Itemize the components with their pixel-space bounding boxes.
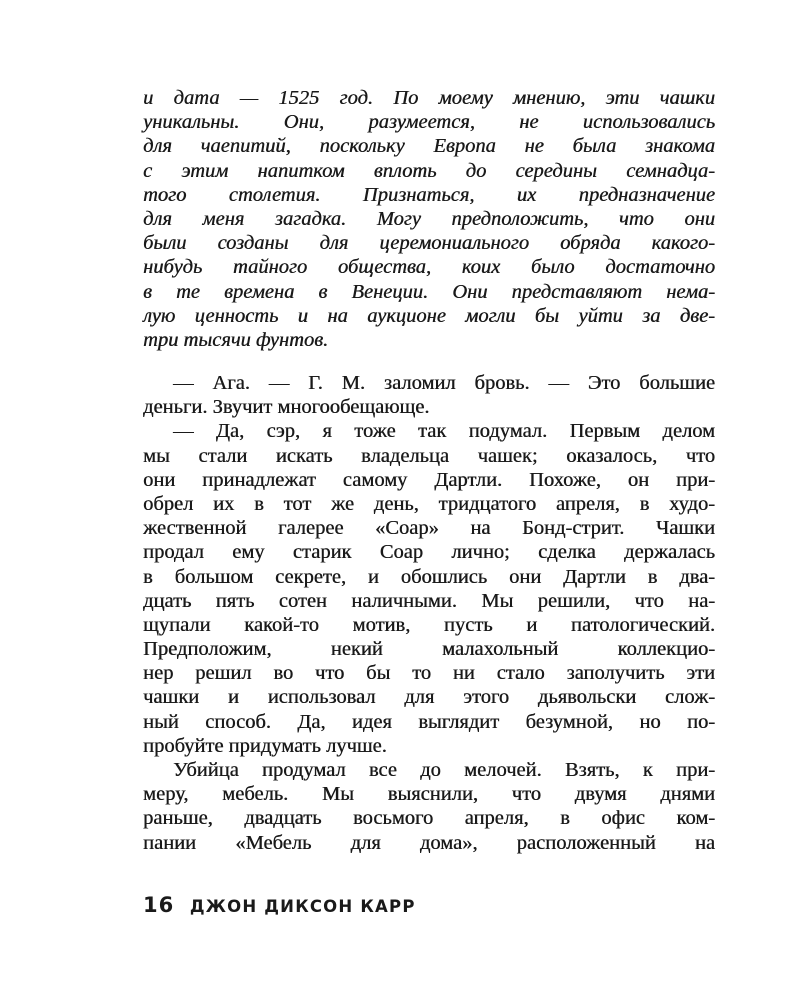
text-line: — Ага. — Г. М. заломил бровь. — Это большие [173, 372, 715, 394]
text-line: жественной галерее «Соар» на Бонд-стрит. Чашки [143, 517, 715, 540]
text-line: были созданы для церемониального обряда какого- [143, 232, 715, 255]
page-number: 16 [143, 893, 175, 917]
text-line: лую ценность и на аукционе могли бы уйти за две- [143, 304, 715, 327]
text-line: ный способ. Да, идея выглядит безумной, но по- [143, 710, 715, 733]
text-line: нибудь тайного общества, коих было достаточно [143, 256, 715, 279]
text-line: Предположим, некий малахольный коллекцио- [143, 638, 715, 661]
text-line: раньше, двадцать восьмого апреля, в офис ком- [143, 807, 715, 830]
text-line: три тысячи фунтов. [143, 328, 329, 351]
italic-letter-quote [143, 86, 715, 352]
paragraph [143, 419, 715, 758]
text-line: дцать пять сотен наличными. Мы решили, что на- [143, 589, 715, 612]
text-line: для чаепитий, поскольку Европа не была знакома [143, 135, 715, 158]
text-line: они принадлежат самому Дартли. Похоже, он при- [143, 468, 715, 491]
text-line: чашки и использовал для этого дьявольски слож- [143, 686, 715, 709]
text-line: пании «Мебель для дома», расположенный на [143, 831, 715, 854]
text-line: — Да, сэр, я тоже так подумал. Первым делом [173, 420, 715, 443]
paragraph [143, 371, 715, 419]
text-line: обрел их в тот же день, тридцатого апреля, в худо- [143, 492, 715, 515]
body-text [143, 371, 715, 855]
text-line: деньги. Звучит многообещающе. [143, 396, 430, 419]
text-line: мы стали искать владельца чашек; оказалось, что [143, 444, 715, 467]
text-line: в большом секрете, и обошлись они Дартли в два- [143, 565, 715, 588]
text-line: продал ему старик Соар лично; сделка держалась [143, 541, 715, 564]
text-line: того столетия. Признаться, их предназначение [143, 183, 715, 206]
running-head-author: ДЖОН ДИКСОН КАРР [189, 897, 416, 916]
text-line: и дата — 1525 год. По моему мнению, эти чашки [143, 87, 715, 109]
text-line: уникальны. Они, разумеется, не использовались [143, 111, 715, 134]
paragraph [143, 758, 715, 855]
text-line: в те времена в Венеции. Они представляют нема- [143, 280, 715, 303]
text-line: Убийца продумал все до мелочей. Взять, к при- [173, 759, 715, 781]
text-line: нер решил во что бы то ни стало заполучить эти [143, 662, 715, 685]
text-line: для меня загадка. Могу предположить, что они [143, 207, 715, 230]
text-line: щупали какой-то мотив, пусть и патологический. [143, 613, 715, 636]
text-line: меру, мебель. Мы выяснили, что двумя днями [143, 783, 715, 806]
text-line: пробуйте придумать лучше. [143, 734, 387, 757]
text-line: с этим напитком вплоть до середины семнадца- [143, 159, 715, 182]
page-footer [143, 893, 416, 917]
